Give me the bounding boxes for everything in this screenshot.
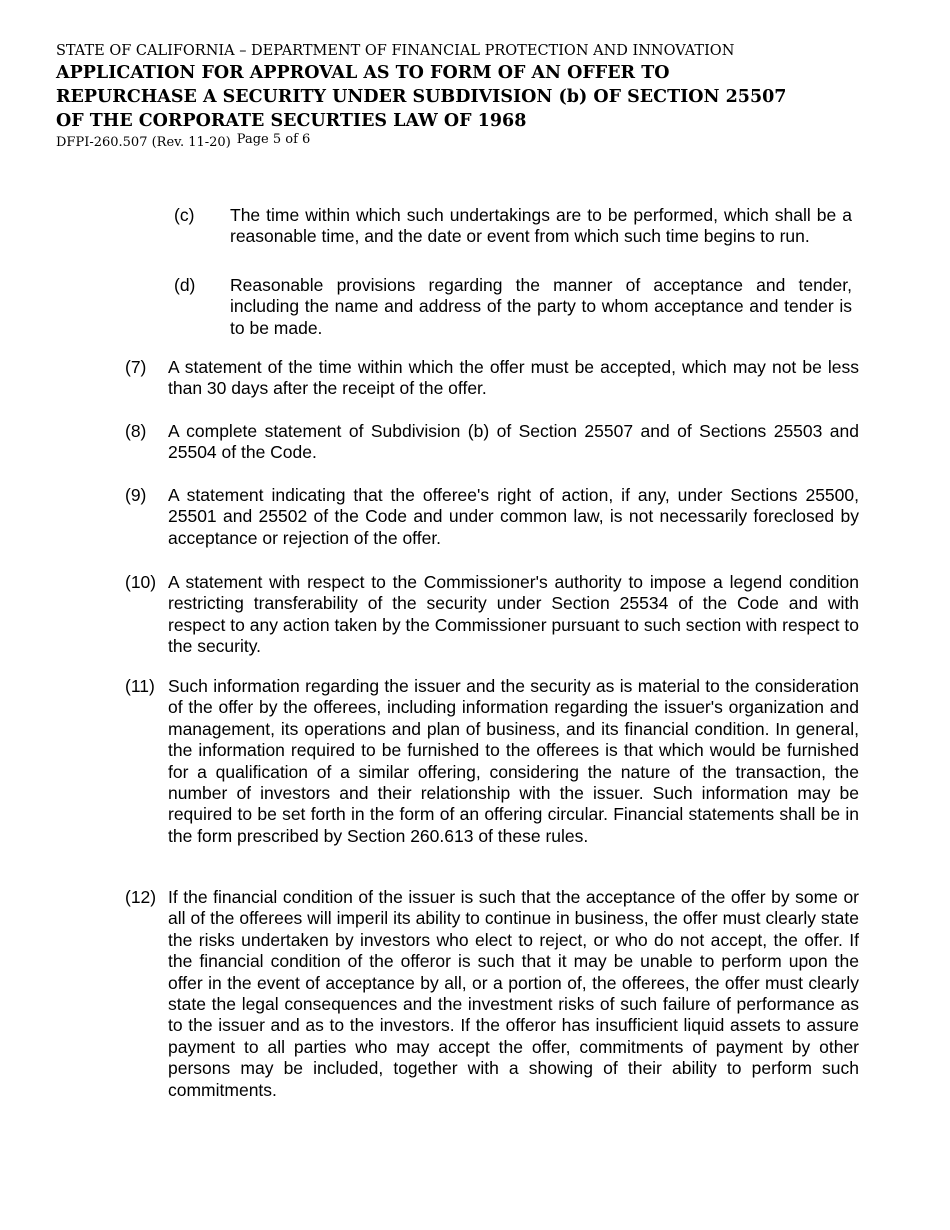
item-8 (125, 421, 859, 464)
page-number: Page 5 of 6 (236, 132, 311, 147)
item-text: Such information regarding the issuer and the security as is material to the consideration of the offer by the offerees, including information regarding the issuer's organization and management, its operations and plan of business, and its financial condition. In general, the information required to be furnished to the offerees is that which would be furnished for a qualification of a similar offering, considering the nature of the transaction, the number of investors and their relationship with the issuer. Such information may be required to be set forth in the form of an offering circular. Financial statements shall be in the form prescribed by Section 260.613 of these rules. (168, 676, 859, 846)
item-text: If the financial condition of the issuer is such that the acceptance of the offer by some or all of the offerees will imperil its ability to continue in business, the offer must clearly state the risks undertaken by investors who elect to reject, or who do not accept, the offer. If the financial condition of the offeror is such that it may be unable to perform upon the offer in the event of acceptance by all, or a portion of, the offerees, the offer must clearly state the legal consequences and the investment risks of such failure of performance as to the issuer and as to the investors. If the offeror has insufficient liquid assets to assure payment to all parties who may accept the offer, commitments of payment by other persons may be included, together with a showing of their ability to perform such commitments. (168, 887, 859, 1100)
item-9 (125, 485, 859, 549)
agency-name: STATE OF CALIFORNIA – DEPARTMENT OF FINANCIAL PROTECTION AND INNOVATION (56, 43, 735, 59)
item-10 (125, 572, 859, 658)
item-label: (11) (125, 676, 155, 696)
item-7 (125, 357, 859, 400)
item-text: A complete statement of Subdivision (b) of Section 25507 and of Sections 25503 and 25504 of the Code. (168, 421, 859, 463)
form-id: DFPI-260.507 (Rev. 11-20) (56, 135, 231, 150)
form-id-line (56, 134, 856, 152)
subitem-label: (d) (174, 275, 196, 295)
subitem-d (174, 275, 852, 339)
item-12 (125, 887, 859, 1101)
subitem-text: Reasonable provisions regarding the manner of acceptance and tender, including the name and address of the party to whom acceptance and tender is to be made. (230, 275, 852, 338)
item-label: (8) (125, 421, 147, 441)
item-text: A statement of the time within which the offer must be accepted, which may not be less than 30 days after the receipt of the offer. (168, 357, 859, 399)
item-label: (9) (125, 485, 147, 505)
item-label: (7) (125, 357, 147, 377)
item-text: A statement indicating that the offeree's right of action, if any, under Sections 25500, 25501 and 25502 of the Code and under common law, is not necessarily foreclosed by acceptance or rejection of the offer. (168, 485, 859, 548)
item-text: A statement with respect to the Commissioner's authority to impose a legend condition restricting transferability of the security under Section 25534 of the Code and with respect to any action taken by the Commissioner pursuant to such section with respect to the security. (168, 572, 859, 657)
page-header (56, 41, 856, 152)
subitem-label: (c) (174, 205, 195, 225)
subitem-c (174, 205, 852, 248)
item-11 (125, 676, 859, 847)
item-label: (10) (125, 572, 157, 592)
subitem-text: The time within which such undertakings are to be performed, which shall be a reasonable time, and the date or event from which such time begins to run. (230, 205, 852, 247)
item-label: (12) (125, 887, 157, 907)
form-title: APPLICATION FOR APPROVAL AS TO FORM OF AN OFFER TO REPURCHASE A SECURITY UNDER SUBDIVISION (b) OF SECTION 25507 OF THE CORPORATE SECURTIES LAW OF 1968 (56, 63, 787, 131)
